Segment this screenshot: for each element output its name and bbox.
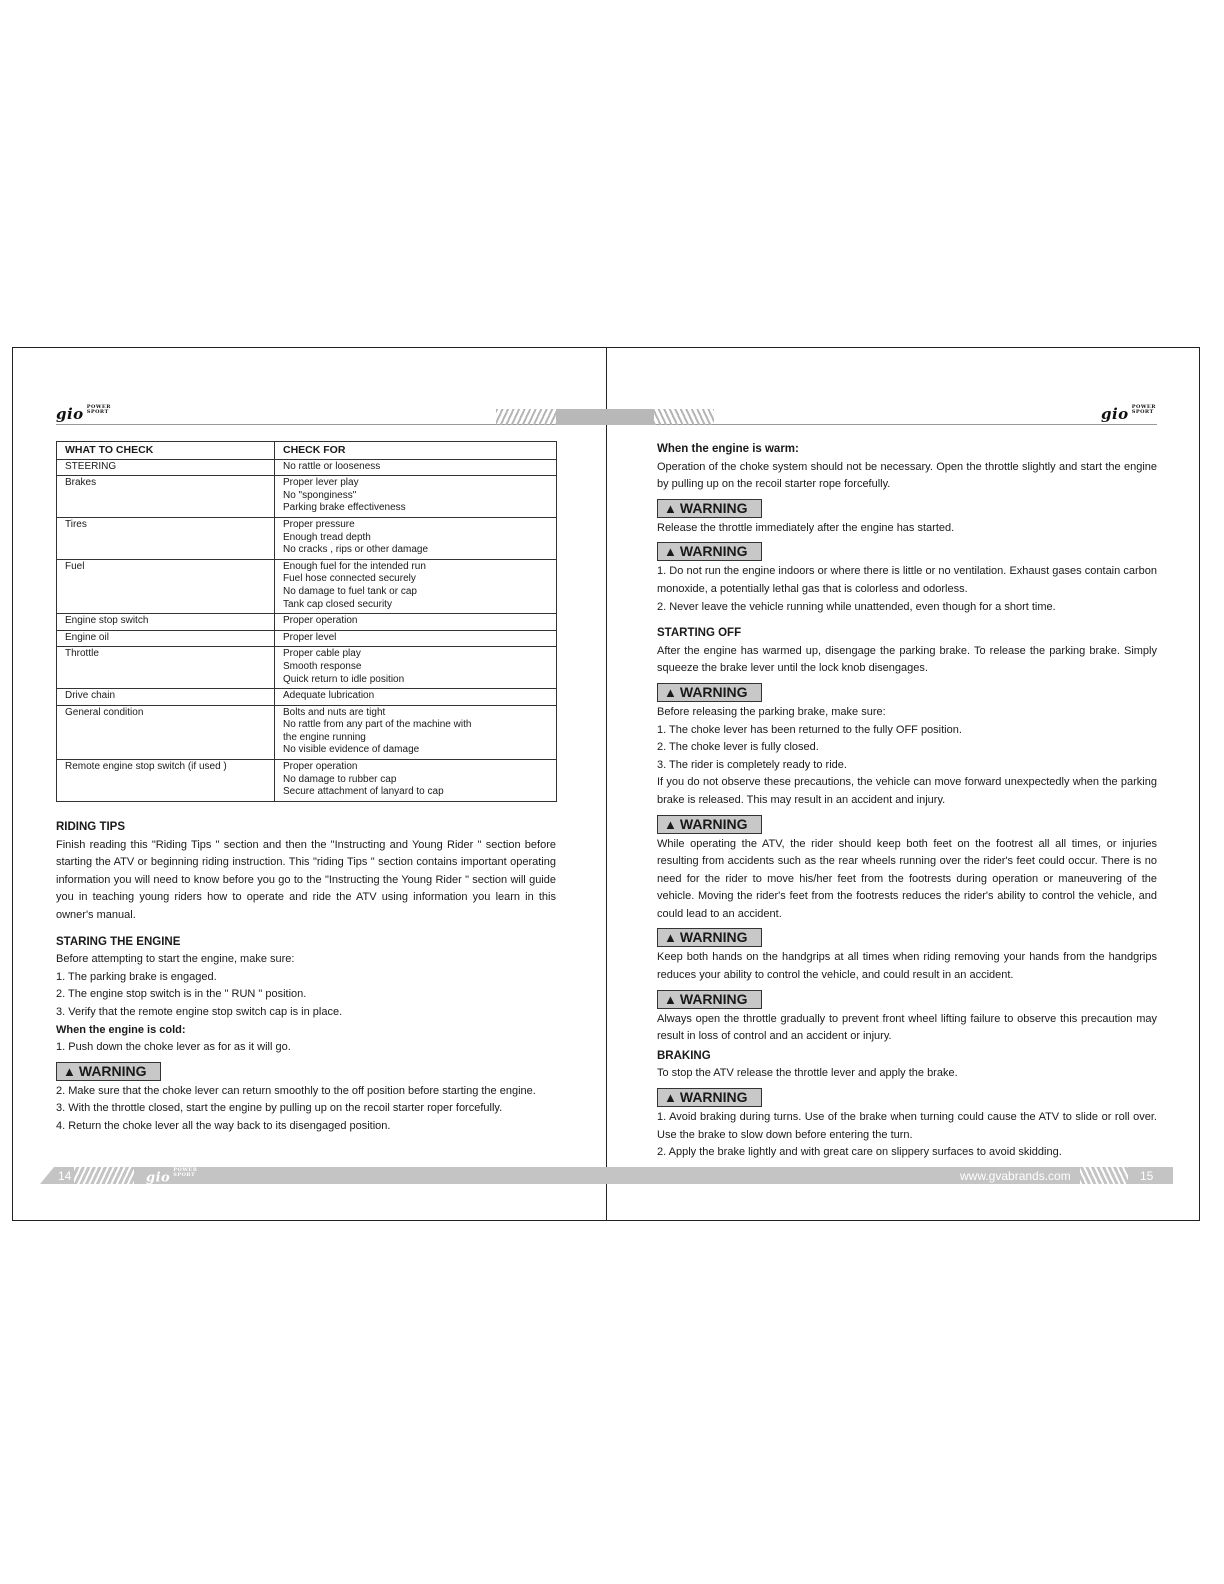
- section-heading-braking: BRAKING: [657, 1049, 711, 1062]
- warning-text: Keep both hands on the handgrips at all times when riding removing your hands from the handgrips reduces your ability to control the vehicle, and could result in an accident.: [657, 951, 1157, 982]
- header-hatch-left: [496, 409, 556, 425]
- page-divider: [606, 347, 607, 1221]
- table-row: [57, 614, 557, 631]
- check-criteria: Proper operation: [275, 614, 557, 631]
- check-criteria: Bolts and nuts are tight No rattle from any part of the machine with the engine running No visible evidence of damage: [275, 705, 557, 759]
- warning-text: While operating the ATV, the rider should keep both feet on the footrest all all times, or injuries resulting from accidents such as the rear wheels running over the rider's feet could occur. There is no need for the rider to move his/her feet from the footrests during operation or maneuvering of the vehicle. Moving the rider's feet from the footrests reduces the rider's ability to control the vehicle, and could lead to an accident.: [657, 837, 1157, 920]
- starting-off-paragraph: After the engine has warmed up, disengage the parking brake. To release the parking brake. Simply squeeze the brake lever until the lock knob disengages.: [657, 644, 1157, 675]
- warning-text: 2. Never leave the vehicle running while unattended, even though for a short time.: [657, 600, 1056, 613]
- check-item: Engine stop switch: [57, 614, 275, 631]
- section-heading-starting-off: STARTING OFF: [657, 627, 742, 640]
- check-item: General condition: [57, 705, 275, 759]
- check-item: Tires: [57, 517, 275, 559]
- page-number-right: 15: [1140, 1169, 1154, 1183]
- brand-logo-left: gio POWER SPORT: [56, 404, 111, 423]
- warning-text: 2. The choke lever is fully closed.: [657, 741, 819, 754]
- table-row: [57, 689, 557, 706]
- warning-label: ▲ WARNING: [657, 990, 762, 1009]
- table-row: [57, 517, 557, 559]
- cold-step-2: 2. Make sure that the choke lever can return smoothly to the off position before starting the engine.: [56, 1084, 536, 1097]
- cold-step-4: 4. Return the choke lever all the way back to its disengaged position.: [56, 1119, 391, 1132]
- warning-label: ▲ WARNING: [657, 499, 762, 518]
- warning-label: ▲ WARNING: [657, 815, 762, 834]
- warning-triangle-icon: ▲: [664, 816, 677, 832]
- warning-text: Release the throttle immediately after the engine has started.: [657, 521, 955, 534]
- warning-text: 3. The rider is completely ready to ride.: [657, 758, 847, 771]
- check-item: Brakes: [57, 476, 275, 518]
- column-header-check-for: CHECK FOR: [275, 442, 557, 460]
- warning-triangle-icon: ▲: [664, 544, 677, 560]
- warning-triangle-icon: ▲: [63, 1063, 76, 1079]
- table-row: [57, 559, 557, 613]
- pre-ride-check-table: [56, 441, 557, 802]
- warning-text: 1. The choke lever has been returned to the fully OFF position.: [657, 723, 962, 736]
- check-criteria: No rattle or looseness: [275, 459, 557, 476]
- table-row: [57, 459, 557, 476]
- cold-step-1: 1. Push down the choke lever as for as it will go.: [56, 1041, 291, 1054]
- check-item: Fuel: [57, 559, 275, 613]
- starting-intro: Before attempting to start the engine, make sure:: [56, 953, 295, 966]
- brand-logo-footer: gioPOWER SPORT: [146, 1167, 198, 1186]
- table-header-row: [57, 442, 557, 460]
- header-band: [556, 409, 654, 425]
- section-heading-starting: STARING THE ENGINE: [56, 935, 181, 948]
- cold-step-3: 3. With the throttle closed, start the engine by pulling up on the recoil starter roper forcefully.: [56, 1102, 503, 1115]
- starting-step-3: 3. Verify that the remote engine stop switch cap is in place.: [56, 1005, 343, 1018]
- warning-text: 1. Do not run the engine indoors or where there is little or no ventilation. Exhaust gases contain carbon monoxide, a potentially lethal gas that is colorless and odorless.: [657, 565, 1157, 595]
- starting-step-2: 2. The engine stop switch is in the " RUN " position.: [56, 988, 307, 1001]
- column-header-what: WHAT TO CHECK: [57, 442, 275, 460]
- warning-text: 2. Apply the brake lightly and with great care on slippery surfaces to avoid skidding.: [657, 1146, 1062, 1159]
- check-criteria: Proper pressure Enough tread depth No cracks , rips or other damage: [275, 517, 557, 559]
- check-item: Drive chain: [57, 689, 275, 706]
- footer-hatch-right: [1080, 1167, 1128, 1184]
- warning-label: ▲ WARNING: [657, 928, 762, 947]
- warning-triangle-icon: ▲: [664, 991, 677, 1007]
- warning-triangle-icon: ▲: [664, 500, 677, 516]
- warning-text: Before releasing the parking brake, make sure:: [657, 705, 886, 718]
- check-criteria: Enough fuel for the intended run Fuel hose connected securely No damage to fuel tank or cap Tank cap closed security: [275, 559, 557, 613]
- table-row: [57, 476, 557, 518]
- check-item: Engine oil: [57, 630, 275, 647]
- warning-label: ▲ WARNING: [657, 683, 762, 702]
- check-item: Remote engine stop switch (if used ): [57, 760, 275, 802]
- warning-triangle-icon: ▲: [664, 1090, 677, 1106]
- section-heading-riding-tips: RIDING TIPS: [56, 821, 126, 833]
- table-row: [57, 760, 557, 802]
- header-hatch-right: [654, 409, 714, 425]
- check-criteria: Proper lever play No "sponginess" Parking brake effectiveness: [275, 476, 557, 518]
- footer-hatch-left: [74, 1167, 134, 1184]
- warning-text: If you do not observe these precautions, the vehicle can move forward unexpectedly when the parking brake is released. This may result in an accident and injury.: [657, 776, 1157, 806]
- check-criteria: Proper cable play Smooth response Quick return to idle position: [275, 647, 557, 689]
- check-criteria: Proper level: [275, 630, 557, 647]
- warm-engine-heading: When the engine is warm:: [657, 443, 799, 455]
- check-item: Throttle: [57, 647, 275, 689]
- starting-step-1: 1. The parking brake is engaged.: [56, 970, 217, 983]
- warning-triangle-icon: ▲: [664, 930, 677, 946]
- riding-tips-paragraph: Finish reading this "Riding Tips " section and then the "Instructing and Young Rider " section before starting the ATV or beginning riding instruction. This "riding Tips " section contains important operating information you will need to know before you go to the "Instructing the Young Rider " section will guide you in teaching young riders how to operate and ride the ATV using information you learn in this owner's manual.: [56, 838, 556, 921]
- warning-label: ▲ WARNING: [657, 1088, 762, 1107]
- page-number-left: 14: [58, 1169, 72, 1183]
- table-row: [57, 630, 557, 647]
- braking-paragraph: To stop the ATV release the throttle lever and apply the brake.: [657, 1067, 958, 1080]
- right-page-text: [657, 441, 1157, 1162]
- warning-label: ▲ WARNING: [657, 542, 762, 561]
- table-row: [57, 647, 557, 689]
- warm-engine-paragraph: Operation of the choke system should not be necessary. Open the throttle slightly and start the engine by pulling up on the recoil starter rope forcefully.: [657, 460, 1157, 491]
- warning-label: ▲ WARNING: [56, 1062, 161, 1081]
- brand-logo-right: gio POWER SPORT: [1101, 404, 1156, 423]
- check-criteria: Proper operation No damage to rubber cap Secure attachment of lanyard to cap: [275, 760, 557, 802]
- check-criteria: Adequate lubrication: [275, 689, 557, 706]
- warning-text: Always open the throttle gradually to prevent front wheel lifting failure to observe this precaution may result in loss of control and an accident or injury.: [657, 1012, 1157, 1043]
- warning-text: 1. Avoid braking during turns. Use of the brake when turning could cause the ATV to slide or roll over. Use the brake to slow down before entering the turn.: [657, 1111, 1157, 1141]
- left-page-text: [56, 819, 556, 1136]
- cold-engine-heading: When the engine is cold:: [56, 1023, 186, 1036]
- website-link[interactable]: www.gvabrands.com: [960, 1169, 1071, 1183]
- warning-triangle-icon: ▲: [664, 684, 677, 700]
- table-row: [57, 705, 557, 759]
- check-item: STEERING: [57, 459, 275, 476]
